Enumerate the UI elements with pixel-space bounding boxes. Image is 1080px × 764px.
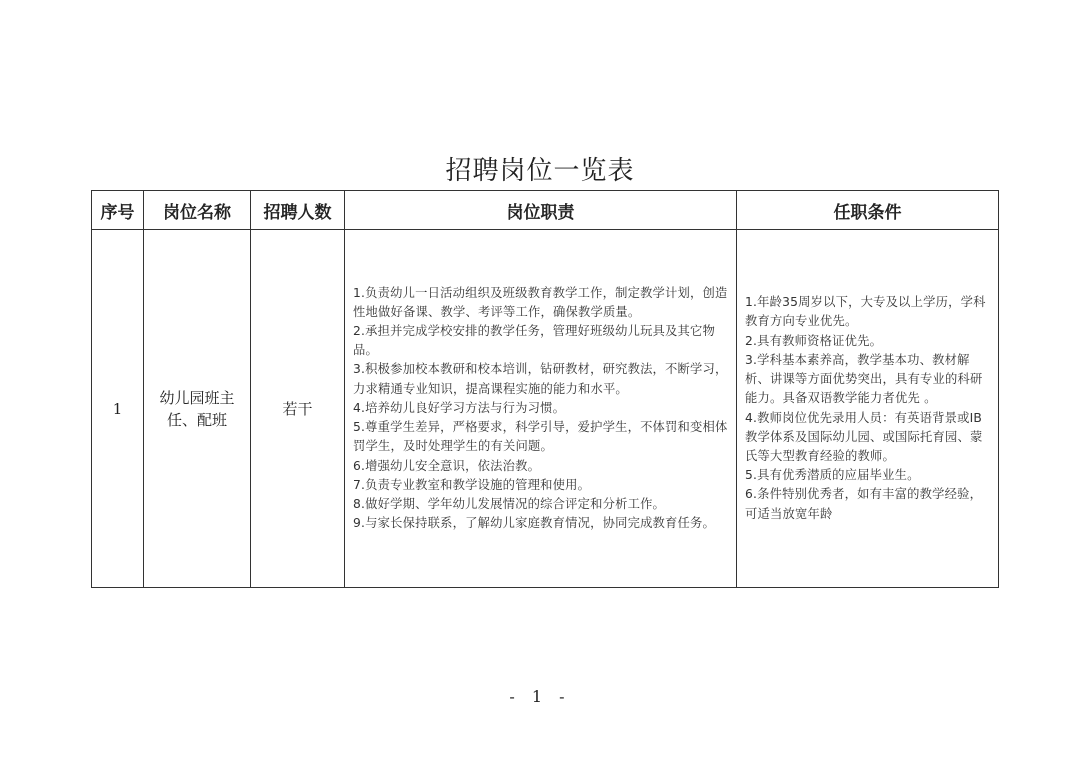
header-requirements: 任职条件 <box>737 191 999 230</box>
requirement-item: 2.具有教师资格证优先。 <box>745 333 883 348</box>
duty-item: 7.负责专业教室和教学设施的管理和使用。 <box>353 477 591 492</box>
duty-item: 5.尊重学生差异，严格要求，科学引导，爱护学生，不体罚和变相体罚学生，及时处理学生的有关问题。 <box>353 420 728 454</box>
requirement-item: 6.条件特别优秀者，如有丰富的教学经验，可适当放宽年龄 <box>745 487 983 521</box>
cell-duties <box>345 230 737 588</box>
duties-list <box>353 284 730 534</box>
page-number: - 1 - <box>509 687 571 706</box>
header-headcount: 招聘人数 <box>251 191 345 230</box>
cell-requirements <box>737 230 999 588</box>
requirement-item: 1.年龄35周岁以下，大专及以上学历，学科教育方向专业优先。 <box>745 295 986 329</box>
duty-item: 4.培养幼儿良好学习方法与行为习惯。 <box>353 400 566 415</box>
duty-item: 2.承担并完成学校安排的教学任务，管理好班级幼儿玩具及其它物品。 <box>353 324 716 358</box>
cell-headcount: 若干 <box>251 230 345 588</box>
header-duties: 岗位职责 <box>345 191 737 230</box>
duty-item: 9.与家长保持联系，了解幼儿家庭教育情况，协同完成教育任务。 <box>353 516 716 531</box>
requirements-list <box>745 293 992 523</box>
table-header-row <box>92 191 999 230</box>
duty-item: 3.积极参加校本教研和校本培训，钻研教材，研究教法，不断学习，力求精通专业知识，提高课程实施的能力和水平。 <box>353 362 728 396</box>
duty-item: 1.负责幼儿一日活动组织及班级教育教学工作，制定教学计划，创造性地做好备课、教学、考评等工作，确保教学质量。 <box>353 285 728 319</box>
requirement-item: 3.学科基本素养高，教学基本功、教材解析、讲课等方面优势突出，具有专业的科研能力。具备双语教学能力者优先 。 <box>745 352 983 406</box>
cell-number: 1 <box>92 230 144 588</box>
table-row <box>92 230 999 588</box>
requirement-item: 4.教师岗位优先录用人员：有英语背景或IB 教学体系及国际幼儿园、或国际托育园、蒙氏等大型教育经验的教师。 <box>745 410 983 463</box>
job-table <box>91 190 999 588</box>
header-number: 序号 <box>92 191 144 230</box>
requirement-item: 5.具有优秀潜质的应届毕业生。 <box>745 468 920 483</box>
cell-position-name: 幼儿园班主任、配班 <box>144 230 251 588</box>
duty-item: 8.做好学期、学年幼儿发展情况的综合评定和分析工作。 <box>353 496 666 511</box>
header-position-name: 岗位名称 <box>144 191 251 230</box>
duty-item: 6.增强幼儿安全意识，依法治教。 <box>353 458 541 473</box>
document-title: 招聘岗位一览表 <box>445 156 635 186</box>
